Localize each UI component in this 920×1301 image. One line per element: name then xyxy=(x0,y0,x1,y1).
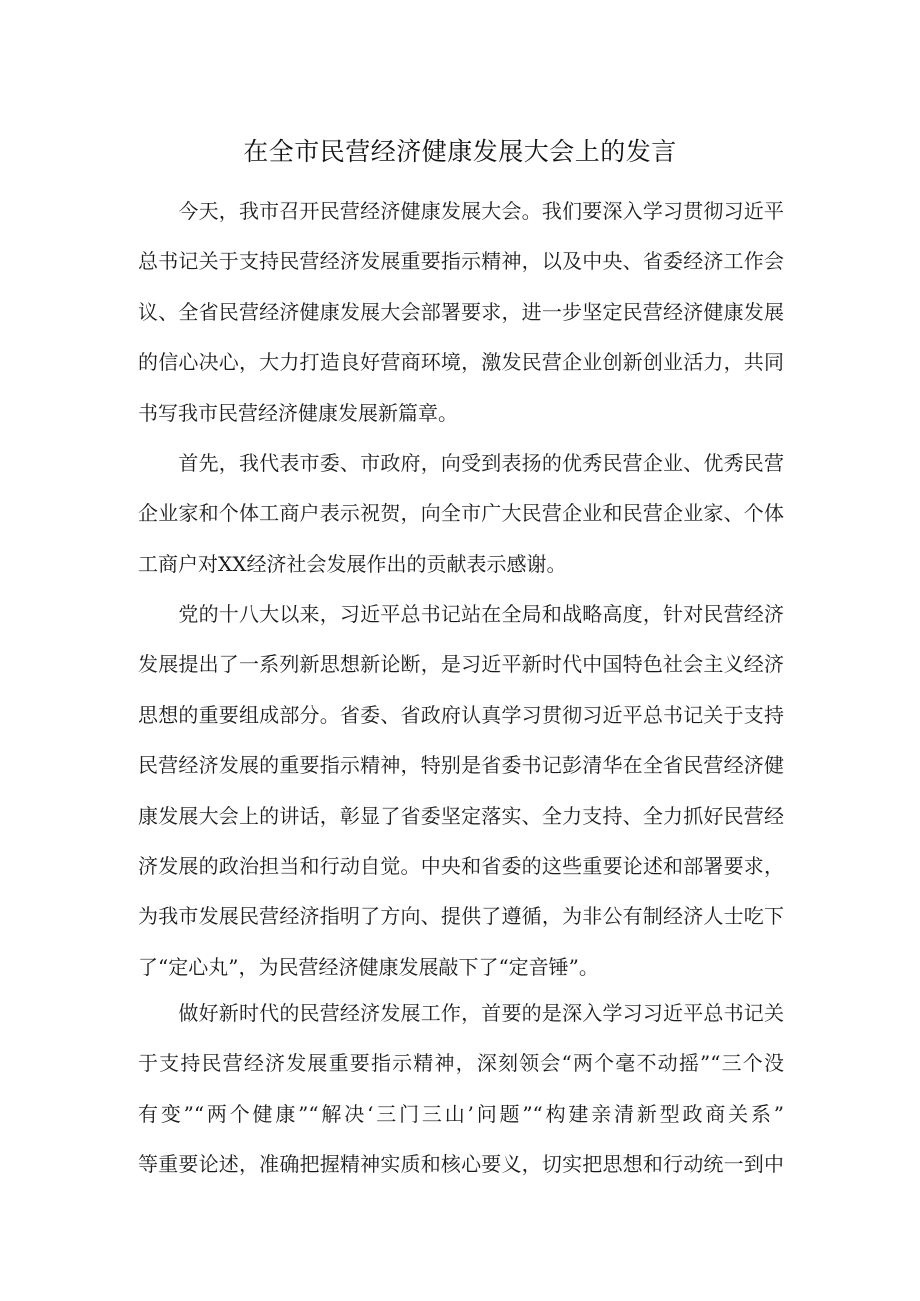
paragraph-line: 济发展的政治担当和行动自觉。中央和省委的这些重要论述和部署要求， xyxy=(138,853,784,878)
paragraph-line: 企业家和个体工商户表示祝贺，向全市广大民营企业和民营企业家、个体 xyxy=(138,501,784,526)
paragraph-3 xyxy=(138,589,784,992)
paragraph-line: 书写我市民营经济健康发展新篇章。 xyxy=(138,400,458,425)
paragraph-line: 议、全省民营经济健康发展大会部署要求，进一步坚定民营经济健康发展 xyxy=(138,299,784,324)
paragraph-line: 今天，我市召开民营经济健康发展大会。我们要深入学习贯彻习近平 xyxy=(138,199,784,223)
paragraph-line: 总书记关于支持民营经济发展重要指示精神，以及中央、省委经济工作会 xyxy=(138,249,784,274)
paragraph-line: 民营经济发展的重要指示精神，特别是省委书记彭清华在全省民营经济健 xyxy=(138,753,784,778)
paragraph-4 xyxy=(138,988,784,1190)
paragraph-2 xyxy=(138,438,784,589)
paragraph-line: 康发展大会上的讲话，彰显了省委坚定落实、全力支持、全力抓好民营经 xyxy=(138,803,784,828)
paragraph-line: 发展提出了一系列新思想新论断，是习近平新时代中国特色社会主义经济 xyxy=(138,652,784,677)
paragraph-line: 思想的重要组成部分。省委、省政府认真学习贯彻习近平总书记关于支持 xyxy=(138,702,784,727)
paragraph-line: 了“定心丸”，为民营经济健康发展敲下了“定音锤”。 xyxy=(138,954,599,979)
document-title: 在全市民营经济健康发展大会上的发言 xyxy=(243,137,677,166)
paragraph-line: 于支持民营经济发展重要指示精神，深刻领会“两个毫不动摇”“三个没 xyxy=(138,1051,784,1076)
paragraph-line: 等重要论述，准确把握精神实质和核心要义，切实把思想和行动统一到中 xyxy=(138,1152,784,1177)
paragraph-1 xyxy=(138,186,784,438)
paragraph-line: 为我市发展民营经济指明了方向、提供了遵循，为非公有制经济人士吃下 xyxy=(138,904,784,929)
paragraph-line: 首先，我代表市委、市政府，向受到表扬的优秀民营企业、优秀民营 xyxy=(138,451,784,475)
paragraph-line: 的信心决心，大力打造良好营商环境，激发民营企业创新创业活力，共同 xyxy=(138,350,784,375)
paragraph-line: 做好新时代的民营经济发展工作，首要的是深入学习习近平总书记关 xyxy=(138,1001,784,1025)
paragraph-line: 党的十八大以来，习近平总书记站在全局和战略高度，针对民营经济 xyxy=(138,602,784,626)
paragraph-line: 有变”“两个健康”“解决‘三门三山’问题”“构建亲清新型政商关系” xyxy=(138,1101,784,1126)
paragraph-line: 工商户对XX经济社会发展作出的贡献表示感谢。 xyxy=(138,551,567,576)
